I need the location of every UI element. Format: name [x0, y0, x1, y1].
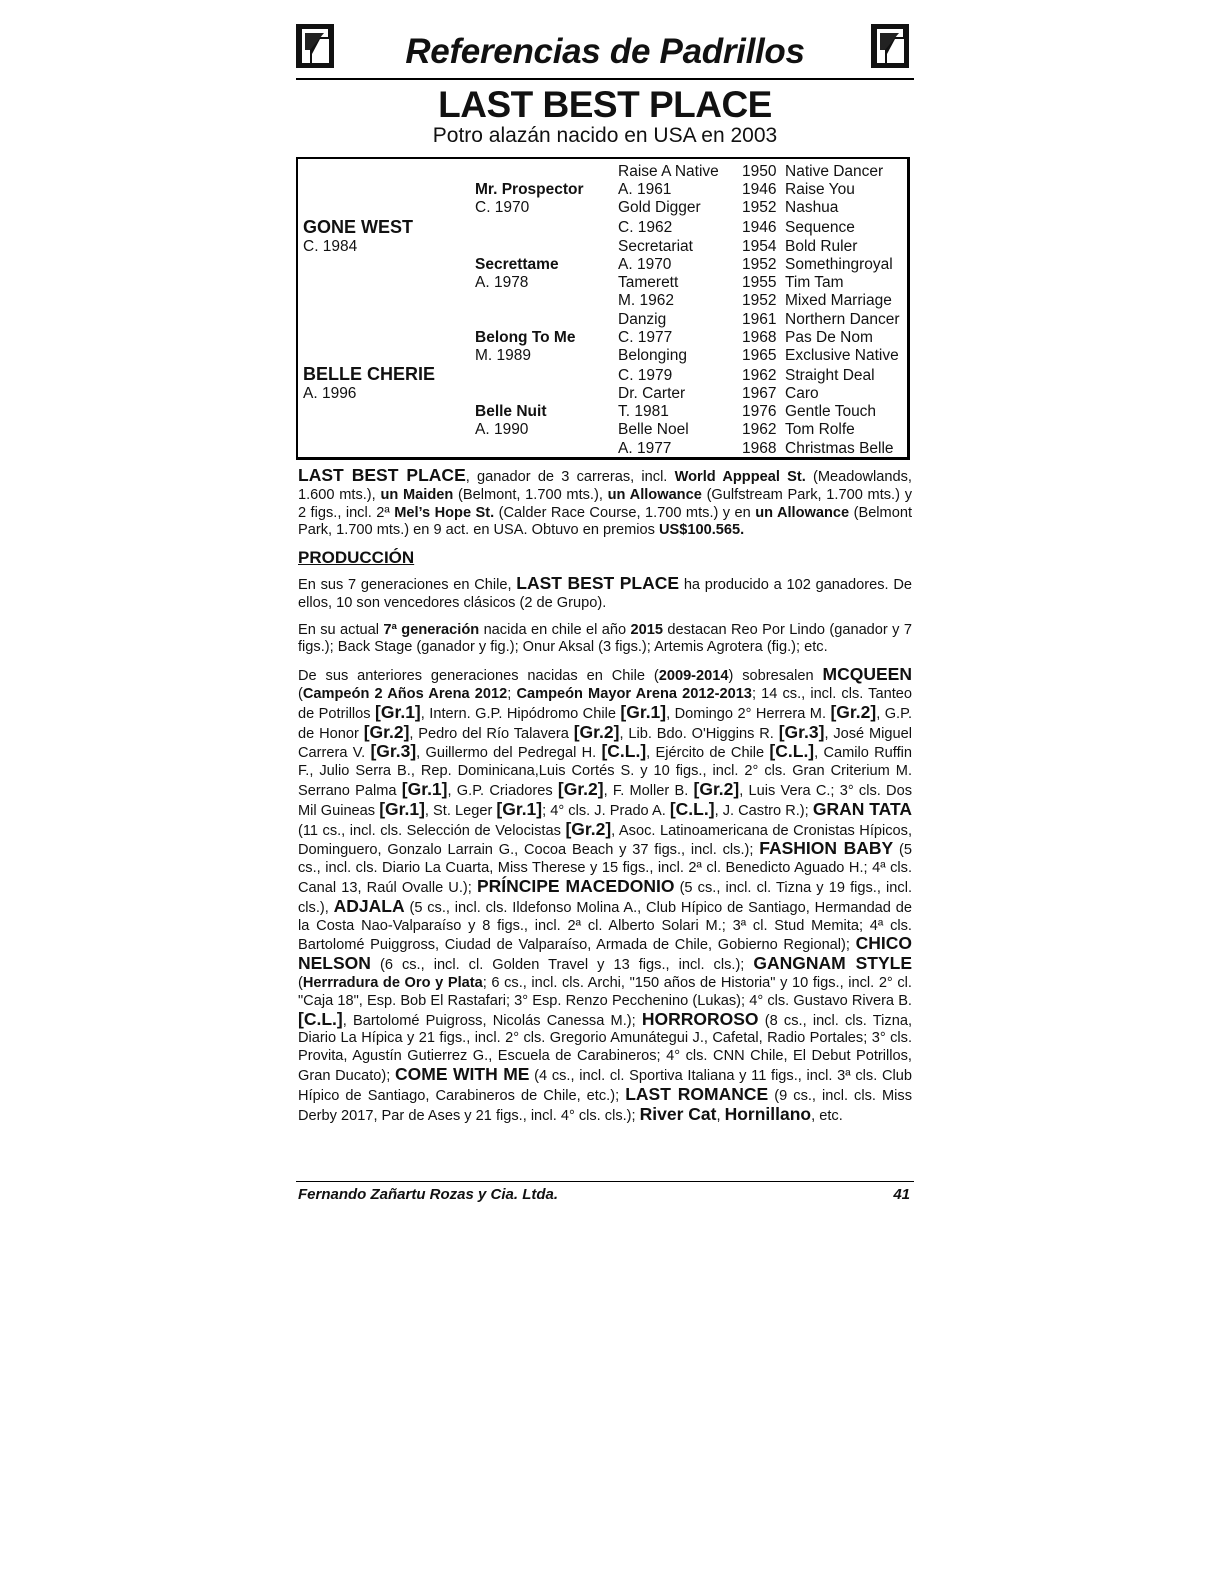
ancestor-info: M. 1962: [618, 292, 675, 309]
offspring-text: , G.P. Criadores: [447, 782, 558, 799]
offspring-text: , Ejército de Chile: [646, 745, 770, 762]
offspring-text: GANGNAM STYLE: [753, 953, 912, 974]
ancestor-year: 1968: [742, 329, 777, 346]
offspring-text: , Intern. G.P. Hipódromo Chile: [420, 705, 621, 722]
race-record-text: (Belmont, 1.700 mts.),: [453, 486, 608, 503]
offspring-text: [C.L.]: [601, 741, 647, 762]
offspring-text: [Gr.2]: [565, 818, 612, 839]
ancestor-info: C. 1979: [618, 367, 673, 384]
ancestor-name: Belle Noel: [618, 421, 689, 438]
ancestor-year: 1952: [742, 292, 777, 309]
production-paragraph: [298, 622, 912, 658]
ancestor-info: A. 1961: [618, 181, 672, 198]
ancestor-name: Somethingroyal: [785, 256, 893, 273]
offspring-paragraph: [298, 666, 912, 1125]
sire-info: C. 1984: [303, 238, 358, 255]
ancestor-year: 1955: [742, 274, 777, 291]
production-text: En sus 7 generaciones en Chile,: [298, 576, 517, 593]
dam-info: A. 1996: [303, 385, 357, 402]
offspring-text: Hornillano: [724, 1103, 812, 1124]
offspring-text: , Luis Vera C.; 3° cls. Dos Mil Guineas: [298, 782, 912, 819]
ancestor-name: Danzig: [618, 311, 667, 328]
offspring-text: [Gr.1]: [379, 798, 425, 819]
header-title: Referencias de Padrillos: [405, 32, 805, 71]
offspring-text: (11 cs., incl. cls. Selección de Velocistas: [298, 822, 566, 839]
offspring-text: HORROROSO: [641, 1008, 759, 1029]
offspring-text: , Lib. Bdo. O'Higgins R.: [619, 725, 779, 742]
production-text: En su actual: [298, 621, 384, 638]
offspring-text: De sus anteriores generaciones nacidas en Chile (: [298, 668, 659, 685]
offspring-text: [Gr.2]: [363, 721, 410, 742]
offspring-text: ADJALA: [333, 895, 405, 916]
ancestor-year: 1950: [742, 163, 777, 180]
ancestor-name: Northern Dancer: [785, 311, 900, 328]
offspring-text: (5 cs., incl. cl. Tizna y 19 figs., incl. cls.),: [298, 879, 912, 916]
offspring-text: Herrradura de Oro y Plata: [302, 974, 483, 991]
production-text: 2015: [630, 621, 663, 638]
ancestor-name: Pas De Nom: [785, 329, 873, 346]
ancestor-name: Tamerett: [618, 274, 679, 291]
page-number: 41: [893, 1186, 910, 1203]
offspring-text: , Guillermo del Pedregal H.: [416, 745, 602, 762]
ancestor-year: 1946: [742, 181, 777, 198]
grandparent-name: Belle Nuit: [475, 403, 547, 420]
ancestor-name: Straight Deal: [785, 367, 875, 384]
footer-divider: [296, 1181, 914, 1182]
offspring-text: , etc.: [811, 1107, 843, 1124]
offspring-text: ; 6 cs., incl. cls. Archi, "150 años de Historia" y 10 figs., incl. 2° cl. "Caja 18", Esp. Bob El Rastafari; 3° Esp. Renzo Pecchenino (Lukas); 4° cls. Gustavo Rivera B.: [298, 974, 912, 1009]
offspring-text: [Gr.1]: [401, 778, 448, 799]
ancestor-info: A. 1970: [618, 256, 672, 273]
ancestor-name: Raise A Native: [618, 163, 719, 180]
offspring-text: (5 cs., incl. cls. Ildefonso Molina A., Club Hípico de Santiago, Hermandad de la Costa Nao-Valparaíso y 8 figs., incl. 2ª cl. Alberto Solari M.; 3ª cl. Stud Memita; 4ª cls. Bartolomé Puiggross, Ciudad de Valparaíso, Armada de Chile, Gobierno Regional);: [298, 899, 912, 954]
race-record-paragraph: [298, 467, 912, 540]
offspring-text: ; 14 cs., incl. cls. Tanteo de Potrillos: [298, 685, 912, 722]
offspring-text: [Gr.1]: [496, 798, 543, 819]
body-text: [298, 467, 912, 1134]
ancestor-name: Nashua: [785, 199, 839, 216]
ancestor-name: Exclusive Native: [785, 347, 899, 364]
ancestor-name: Sequence: [785, 219, 855, 236]
race-record-horse: LAST BEST PLACE: [298, 465, 466, 485]
ancestor-name: Belonging: [618, 347, 687, 364]
offspring-text: (: [298, 685, 303, 702]
horse-name: LAST BEST PLACE: [438, 84, 772, 125]
ancestor-year: 1968: [742, 440, 777, 457]
offspring-text: FASHION BABY: [759, 838, 894, 859]
offspring-text: , F. Moller B.: [603, 782, 694, 799]
grandparent-name: Mr. Prospector: [475, 181, 584, 198]
offspring-text: , G.P. de Honor: [298, 705, 913, 742]
offspring-text: [Gr.1]: [375, 701, 421, 722]
offspring-text: , Asoc. Latinoamericana de Cronistas Hípicos, Dominguero, Gonzalo Larrain G., Cocoa Beach y 37 figs., incl. cls.);: [298, 822, 913, 859]
ancestor-name: Raise You: [785, 181, 855, 198]
ancestor-info: A. 1977: [618, 440, 672, 457]
grandparent-info: A. 1978: [475, 274, 529, 291]
ancestor-year: 1954: [742, 238, 777, 255]
ancestor-name: Gold Digger: [618, 199, 701, 216]
ancestor-year: 1952: [742, 256, 777, 273]
pedigree-table: [296, 157, 910, 460]
ancestor-year: 1967: [742, 385, 777, 402]
race-record-text: World Apppeal St.: [674, 469, 806, 485]
offspring-text: GRAN TATA: [812, 798, 913, 819]
ancestor-name: Tom Rolfe: [785, 421, 855, 438]
offspring-text: 2009-2014: [658, 668, 729, 685]
offspring-text: Campeón Mayor Arena 2012-2013: [516, 685, 752, 702]
offspring-text: [Gr.2]: [693, 778, 740, 799]
ancestor-info: C. 1977: [618, 329, 673, 346]
production-paragraph: [298, 572, 912, 613]
offspring-text: [Gr.2]: [557, 778, 604, 799]
offspring-text: PRÍNCIPE MACEDONIO: [476, 875, 675, 896]
ancestor-year: 1952: [742, 199, 777, 216]
offspring-text: Campeón 2 Años Arena 2012: [302, 685, 508, 702]
offspring-text: (4 cs., incl. cl. Sportiva Italiana y 11 figs., incl. 3ª cls. Club Hípico de Santiago, Carabineros de Chile, etc.);: [298, 1067, 912, 1104]
ancestor-year: 1965: [742, 347, 777, 364]
production-text: 7ª generación: [383, 621, 480, 638]
offspring-text: [C.L.]: [669, 798, 715, 819]
offspring-text: River Cat: [639, 1103, 717, 1124]
offspring-text: [Gr.1]: [620, 701, 667, 722]
offspring-text: , St. Leger: [424, 802, 497, 819]
ancestor-info: C. 1962: [618, 219, 673, 236]
header-divider: [296, 78, 914, 80]
offspring-text: [Gr.3]: [778, 721, 825, 742]
grandparent-info: A. 1990: [475, 421, 529, 438]
race-record-text: Mel’s Hope St.: [394, 504, 495, 521]
offspring-text: CHICO NELSON: [298, 933, 912, 974]
ancestor-name: Gentle Touch: [785, 403, 877, 420]
ancestor-name: Secretariat: [618, 238, 693, 255]
offspring-text: ,: [716, 1107, 725, 1124]
offspring-text: (9 cs., incl. cls. Miss Derby 2017, Par de Ases y 21 figs., incl. 4° cls. cls.);: [298, 1087, 913, 1124]
offspring-text: LAST ROMANCE: [625, 1083, 769, 1104]
race-record-text: un Allowance: [607, 486, 702, 503]
ancestor-name: Caro: [785, 385, 819, 402]
offspring-text: , Pedro del Río Talavera: [409, 725, 574, 742]
race-record-text: , ganador de 3 carreras, incl.: [465, 469, 675, 485]
offspring-text: [Gr.2]: [573, 721, 620, 742]
offspring-text: , José Miguel Carrera V.: [298, 725, 913, 762]
ancestor-name: Bold Ruler: [785, 238, 858, 255]
offspring-text: MCQUEEN: [822, 664, 912, 685]
race-record-text: US$100.565.: [658, 522, 745, 539]
horse-subtitle: Potro alazán nacido en USA en 2003: [432, 124, 778, 147]
offspring-text: ; 4° cls. J. Prado A.: [542, 802, 670, 819]
offspring-text: , Bartolomé Puigross, Nicolás Canessa M.);: [342, 1012, 642, 1029]
offspring-text: (: [298, 974, 303, 991]
offspring-text: [C.L.]: [298, 1008, 343, 1029]
offspring-text: ;: [507, 685, 517, 702]
offspring-text: COME WITH ME: [395, 1063, 530, 1084]
offspring-text: , J. Castro R.);: [714, 802, 813, 819]
race-record-text: (Gulfstream Park, 1.700 mts.) y 2 figs., incl. 2ª: [298, 486, 912, 521]
ancestor-year: 1962: [742, 421, 777, 438]
race-record-text: (Belmont Park, 1.700 mts.) en 9 act. en USA. Obtuvo en premios: [298, 504, 912, 539]
offspring-text: (6 cs., incl. cl. Golden Travel y 13 figs., incl. cls.);: [370, 957, 754, 974]
grandparent-info: M. 1989: [475, 347, 532, 364]
offspring-text: (8 cs., incl. cls. Tizna, Diario La Hípica y 21 figs., incl. 2° cls. Gregorio Amunátegui J., Cafetal, Radio Portales; 3° cls. Provita, Agustín Gutierrez G., Escuela de Carabineros; 4° cls. CNN Chile, El Debut Potrillos, Gran Ducato);: [298, 1012, 912, 1084]
production-text: destacan Reo Por Lindo (ganador y 7 figs.); Back Stage (ganador y fig.); Onur Aksal (3 figs.); Artemis Agrotera (fig.); etc.: [298, 621, 912, 656]
race-record-text: (Calder Race Course, 1.700 mts.) y en: [494, 504, 756, 521]
footer-company: Fernando Zañartu Rozas y Cia. Ltda.: [298, 1186, 559, 1203]
race-record-text: un Maiden: [380, 486, 454, 503]
grandparent-name: Secrettame: [475, 256, 559, 273]
race-record-text: (Meadowlands, 1.600 mts.),: [298, 469, 912, 503]
production-text: nacida en chile el año: [479, 621, 631, 638]
offspring-text: ) sobresalen: [728, 668, 823, 685]
offspring-text: (5 cs., incl. cls. Diario La Cuarta, Miss Therese y 15 figs., incl. 2ª cl. Benedicto Aguado H.; 4ª cls. Canal 13, Raúl Ovalle U.);: [298, 842, 913, 896]
grandparent-name: Belong To Me: [475, 329, 576, 346]
production-text: LAST BEST PLACE: [516, 572, 680, 593]
section-title: PRODUCCIÓN: [298, 548, 415, 568]
ancestor-name: Tim Tam: [785, 274, 844, 291]
ancestor-name: Dr. Carter: [618, 385, 686, 402]
ancestor-year: 1962: [742, 367, 777, 384]
ancestor-name: Christmas Belle: [785, 440, 894, 457]
offspring-text: [Gr.3]: [370, 741, 417, 762]
sire-name: GONE WEST: [303, 217, 414, 237]
dam-name: BELLE CHERIE: [303, 364, 436, 384]
ancestor-year: 1946: [742, 219, 777, 236]
ancestor-name: Mixed Marriage: [785, 292, 892, 309]
production-text: ha producido a 102 ganadores. De ellos, 10 son vencedores clásicos (2 de Grupo).: [298, 576, 912, 611]
offspring-text: [Gr.2]: [830, 701, 877, 722]
ancestor-info: T. 1981: [618, 403, 669, 420]
grandparent-info: C. 1970: [475, 199, 530, 216]
offspring-text: [C.L.]: [769, 741, 815, 762]
offspring-text: , Camilo Ruffin F., Julio Serra B., Rep. Dominicana,Luis Cortés S. y 10 figs., incl. 2° cls. Gran Criterium M. Serrano Palma: [298, 745, 912, 799]
ancestor-year: 1976: [742, 403, 777, 420]
ancestor-name: Native Dancer: [785, 163, 884, 180]
offspring-text: , Domingo 2° Herrera M.: [666, 705, 831, 722]
ancestor-year: 1961: [742, 311, 777, 328]
race-record-text: un Allowance: [755, 504, 850, 521]
